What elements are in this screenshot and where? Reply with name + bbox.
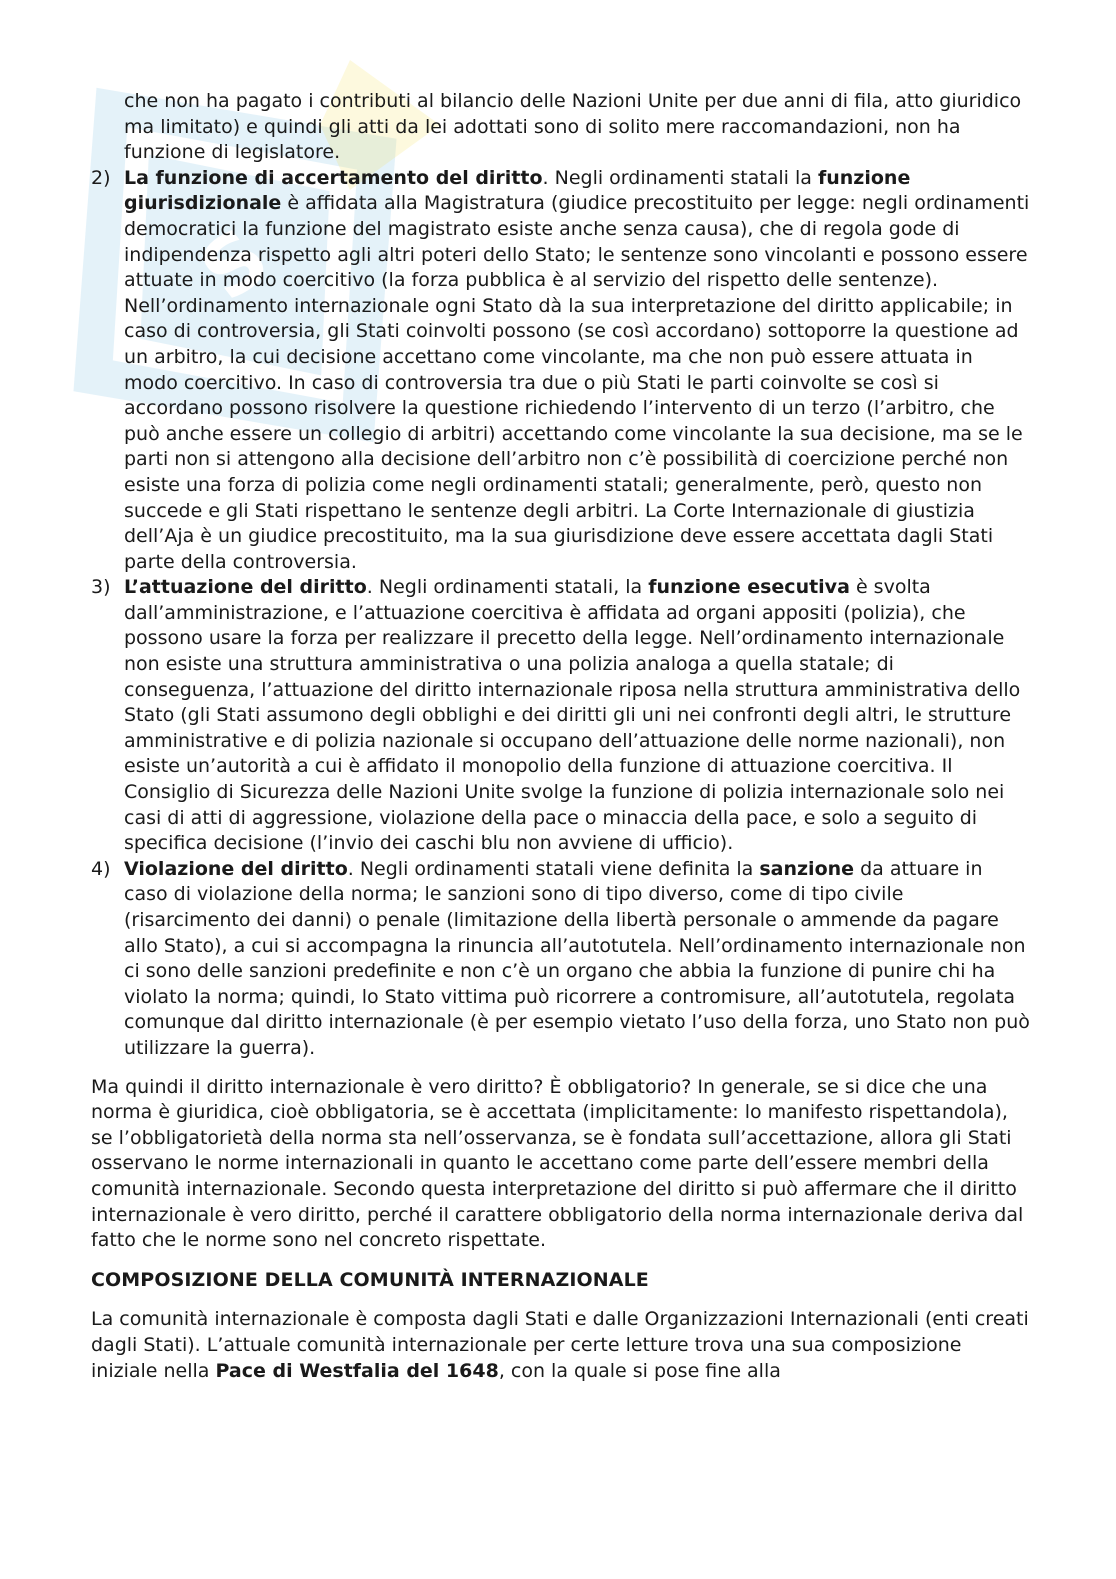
list-item — [91, 166, 1031, 576]
list-item-text: è affidata alla Magistratura (giudice precostituito per legge: negli ordinamenti democratici la funzione del magistrato esiste anche senza causa), che di regola gode di indipendenza rispetto agli altri poteri dello Stato; le sentenze sono vincolanti e possono essere attuate in modo coercitivo (la forza pubblica è al servizio del rispetto delle sentenze). Nell’ordinamento internazionale ogni Stato dà la sua interpretazione del diritto applicabile; in caso di controversia, gli Stati coinvolti possono (se così accordano) sottoporre la questione ad un arbitro, la cui decisione accettano come vincolante, ma che non può essere attuata in modo coercitivo. In caso di controversia tra due o più Stati le parti coinvolte se così si accordano possono risolvere la questione richiedendo l’intervento di un terzo (l’arbitro, che può anche essere un collegio di arbitri) accettando come vincolante la sua decisione, ma se le parti non si attengono alla decisione dell’arbitro non c’è possibilità di coercizione perché non esiste una forza di polizia come negli ordinamenti statali; generalmente, però, questo non succede e gli Stati rispettano le sentenze degli arbitri. La Corte Internazionale di giustizia dell’Aja è un giudice precostituito, ma la sua giurisdizione deve essere accettata dagli Stati parte della controversia. — [124, 192, 1030, 573]
list-item-bold-term: funzione esecutiva — [648, 576, 850, 599]
list-item-number: 3) — [91, 576, 111, 599]
closing-text: , con la quale si pose fine alla — [498, 1359, 781, 1382]
closing-paragraph — [91, 1307, 1031, 1384]
list-item-number: 4) — [91, 857, 111, 880]
list-item — [91, 575, 1031, 857]
list-item-title: L’attuazione del diritto — [124, 576, 367, 599]
list-item-title: Violazione del diritto — [124, 857, 348, 880]
list-item-text: . Negli ordinamenti statali, la — [366, 576, 649, 599]
paragraph-obbligatorio: Ma quindi il diritto internazionale è vero diritto? È obbligatorio? In generale, se si dice che una norma è giuridica, cioè obbligatoria, se è accettata (implicitamente: lo manifesto rispettandola), se l’obbligatorietà della norma sta nell’osservanza, se è fondata sull’accettazione, allora gli Stati osservano le norme internazionali in quanto le accettano come parte dell’essere membri della comunità internazionale. Secondo questa interpretazione del diritto si può affermare che il diritto internazionale è vero diritto, perché il carattere obbligatorio della norma internazionale deriva dal fatto che le norme sono nel concreto rispettate. — [91, 1075, 1024, 1252]
intro-continuation: che non ha pagato i contributi al bilancio delle Nazioni Unite per due anni di fila, atto giuridico ma limitato) e quindi gli atti da lei adottati sono di solito mere raccomandazioni, non ha funzione di legislatore. — [124, 90, 1022, 164]
document-page — [91, 89, 1031, 1384]
numbered-list — [91, 166, 1031, 1062]
list-item-text: . Negli ordinamenti statali viene definita la — [347, 857, 760, 880]
list-item-text: . Negli ordinamenti statali la — [542, 166, 818, 189]
list-item-number: 2) — [91, 166, 111, 189]
list-item — [91, 857, 1031, 1062]
svg-text:S: S — [183, 210, 287, 319]
list-item-title: La funzione di accertamento del diritto — [124, 166, 543, 189]
list-item-text: da attuare in caso di violazione della norma; le sanzioni sono di tipo diverso, come di tipo civile (risarcimento dei danni) o penale (limitazione della libertà personale o ammende da pagare allo Stato), a cui si accompagna la rinuncia all’autotutela. Nell’ordinamento internazionale non ci sono delle sanzioni predefinite e non c’è un organo che abbia la funzione di punire chi ha violato la norma; quindi, lo Stato vittima può ricorrere a contromisure, all’autotutela, regolata comunque dal diritto internazionale (è per esempio vietato l’uso della forza, uno Stato non può utilizzare la guerra). — [124, 857, 1030, 1059]
list-item-bold-term: funzione giurisdizionale — [124, 166, 911, 215]
list-item-bold-term: sanzione — [759, 857, 855, 880]
closing-text: La comunità internazionale è composta dagli Stati e dalle Organizzazioni Internazionali (enti creati dagli Stati). L’attuale comunità internazionale per certe letture trova una sua composizione iniziale nella — [91, 1308, 1029, 1382]
list-item-text: è svolta dall’amministrazione, e l’attuazione coercitiva è affidata ad organi appositi (polizia), che possono usare la forza per realizzare il precetto della legge. Nell’ordinamento internazionale non esiste una struttura amministrativa o una polizia analoga a quella statale; di conseguenza, l’attuazione del diritto internazionale riposa nella struttura amministrativa dello Stato (gli Stati assumono degli obblighi e dei diritti gli uni nei confronti degli altri, le strutture amministrative e di polizia nazionale si occupano dell’attuazione delle norme nazionali), non esiste un’autorità a cui è affidato il monopolio della funzione di attuazione coercitiva. Il Consiglio di Sicurezza delle Nazioni Unite svolge la funzione di polizia internazionale solo nei casi di atti di aggressione, violazione della pace o minaccia della pace, e solo a seguito di specifica decisione (l’invio dei caschi blu non avviene di ufficio). — [124, 576, 1021, 855]
section-heading: COMPOSIZIONE DELLA COMUNITÀ INTERNAZIONALE — [91, 1268, 649, 1291]
closing-bold-term: Pace di Westfalia del 1648 — [215, 1359, 499, 1382]
